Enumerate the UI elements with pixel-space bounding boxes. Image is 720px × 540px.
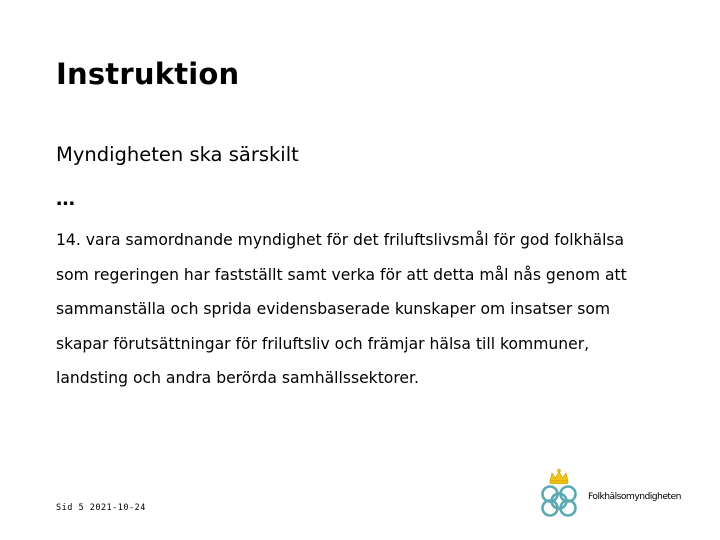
body-paragraph: 14. vara samordnande myndighet för det friluftslivsmål för god folkhälsa som regeringen har fastställt samt verka för att detta mål nås genom att sammanställa och sprida evidensbaserade kunskaper om insatser som skapar förutsättningar för friluftsliv och främjar hälsa till kommuner, landsting och andra berörda samhällssektorer.	[56, 231, 627, 387]
agency-logo	[533, 468, 681, 518]
logo-wordmark: Folkhälsomyndigheten	[588, 491, 681, 502]
ellipsis: …	[56, 188, 76, 210]
slide-title: Instruktion	[56, 57, 240, 91]
crown-emblem-icon	[533, 468, 585, 518]
lead-text: Myndigheten ska särskilt	[56, 143, 299, 166]
footer-page-date: Sid 5 2021-10-24	[56, 503, 146, 513]
